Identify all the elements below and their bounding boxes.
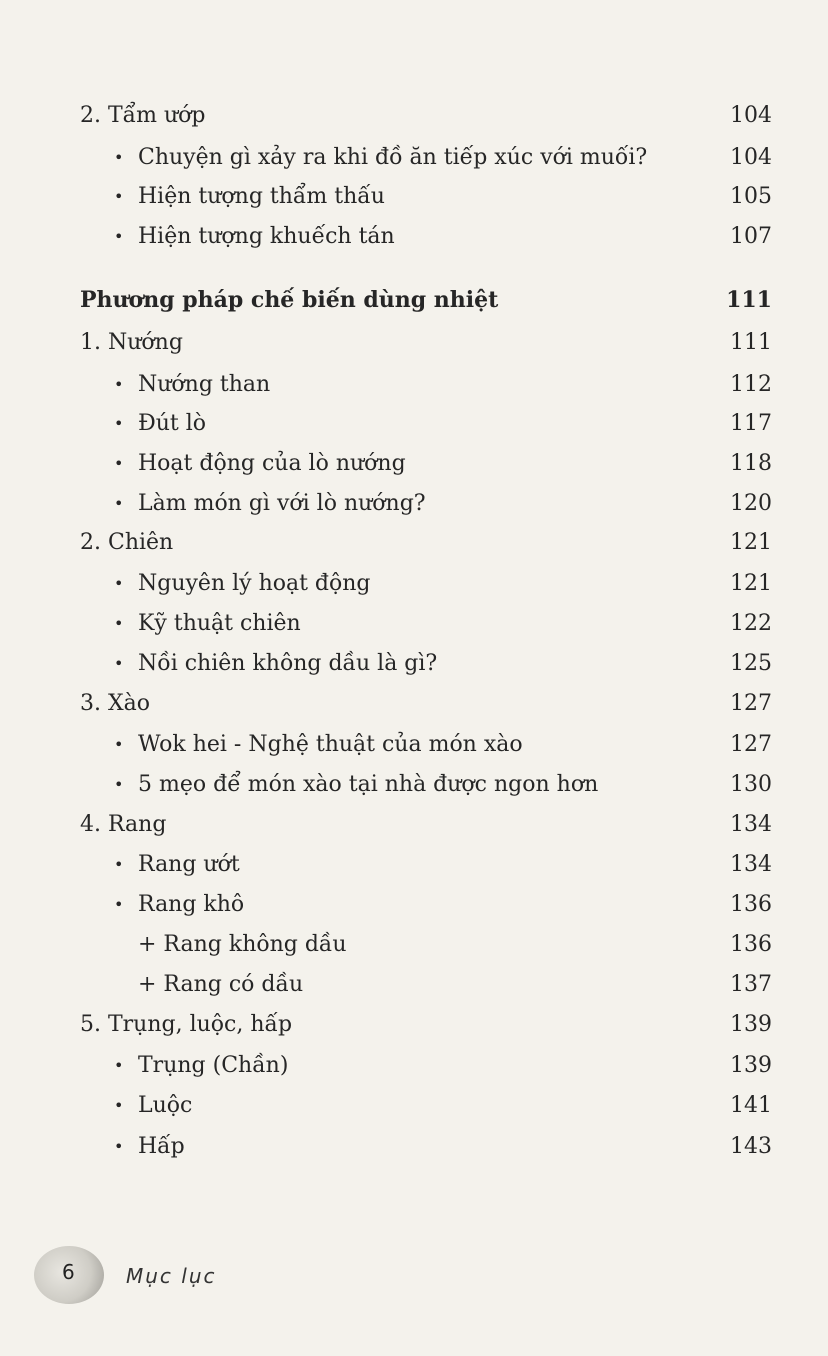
entry-page-number: 137 — [730, 972, 772, 997]
entry-page-number: 111 — [726, 287, 772, 313]
entry-label: Nồi chiên không dầu là gì? — [138, 651, 438, 676]
entry-label: 2. Chiên — [80, 530, 174, 555]
entry-label: 3. Xào — [80, 691, 151, 716]
entry-page-number: 136 — [730, 932, 772, 957]
toc-entry — [0, 604, 828, 644]
entry-label: Hiện tượng thẩm thấu — [138, 184, 385, 209]
toc-entry — [0, 177, 828, 217]
toc-entry — [0, 96, 828, 136]
entry-label: Rang khô — [138, 892, 245, 917]
entry-label: Trụng (Chần) — [138, 1053, 289, 1078]
entry-label: Hoạt động của lò nướng — [138, 451, 406, 476]
entry-page-number: 117 — [730, 411, 772, 436]
toc-entry — [0, 217, 828, 257]
toc-entry — [0, 765, 828, 805]
bullet-icon: • — [114, 494, 124, 513]
entry-page-number: 107 — [730, 224, 772, 249]
entry-page-number: 127 — [730, 691, 772, 716]
entry-label: Hấp — [138, 1134, 185, 1159]
entry-label: Nướng than — [138, 372, 271, 397]
bullet-icon: • — [114, 375, 124, 394]
toc-entry — [0, 725, 828, 765]
entry-label: 5. Trụng, luộc, hấp — [80, 1012, 293, 1037]
bullet-icon: • — [114, 654, 124, 673]
toc-entry — [0, 1127, 828, 1167]
toc-entry — [0, 644, 828, 684]
entry-label: + Rang không dầu — [138, 932, 347, 957]
toc-entry — [0, 444, 828, 484]
toc-entry — [0, 925, 828, 965]
entry-page-number: 134 — [730, 812, 772, 837]
entry-label: Làm món gì với lò nướng? — [138, 491, 426, 516]
toc-entry — [0, 684, 828, 724]
entry-label: Nguyên lý hoạt động — [138, 571, 371, 596]
toc-entry — [0, 365, 828, 405]
bullet-icon: • — [114, 227, 124, 246]
entry-page-number: 105 — [730, 184, 772, 209]
entry-page-number: 120 — [730, 491, 772, 516]
entry-label: Kỹ thuật chiên — [138, 611, 301, 636]
entry-label: 5 mẹo để món xào tại nhà được ngon hơn — [138, 772, 599, 797]
entry-page-number: 139 — [730, 1012, 772, 1037]
bullet-icon: • — [114, 574, 124, 593]
toc-entry — [0, 1046, 828, 1086]
entry-label: + Rang có dầu — [138, 972, 304, 997]
entry-page-number: 118 — [730, 451, 772, 476]
bullet-icon: • — [114, 187, 124, 206]
entry-page-number: 122 — [730, 611, 772, 636]
toc-entry — [0, 965, 828, 1005]
entry-page-number: 127 — [730, 732, 772, 757]
entry-label: Chuyện gì xảy ra khi đồ ăn tiếp xúc với muối? — [138, 145, 648, 170]
page-footer — [34, 1246, 254, 1306]
toc-entry — [0, 323, 828, 363]
entry-page-number: 104 — [730, 103, 772, 128]
entry-page-number: 111 — [730, 330, 772, 355]
bullet-icon: • — [114, 1096, 124, 1115]
entry-page-number: 112 — [730, 372, 772, 397]
bullet-icon: • — [114, 414, 124, 433]
entry-label: 1. Nướng — [80, 330, 183, 355]
entry-label: 4. Rang — [80, 812, 167, 837]
toc-entry — [0, 404, 828, 444]
bullet-icon: • — [114, 148, 124, 167]
toc-section-heading — [0, 280, 828, 320]
toc-entry — [0, 523, 828, 563]
bullet-icon: • — [114, 895, 124, 914]
toc-entry — [0, 845, 828, 885]
bullet-icon: • — [114, 614, 124, 633]
entry-label: Hiện tượng khuếch tán — [138, 224, 395, 249]
running-title: Mục lục — [126, 1264, 217, 1288]
toc-entry — [0, 564, 828, 604]
entry-label: 2. Tẩm ướp — [80, 103, 206, 128]
toc-entry — [0, 138, 828, 178]
bullet-icon: • — [114, 735, 124, 754]
entry-label: Đút lò — [138, 411, 207, 436]
entry-label: Luộc — [138, 1093, 193, 1118]
section-title: Phương pháp chế biến dùng nhiệt — [80, 287, 499, 313]
entry-page-number: 136 — [730, 892, 772, 917]
entry-page-number: 134 — [730, 852, 772, 877]
entry-page-number: 139 — [730, 1053, 772, 1078]
entry-page-number: 143 — [730, 1134, 772, 1159]
toc-entry — [0, 805, 828, 845]
bullet-icon: • — [114, 1137, 124, 1156]
entry-page-number: 125 — [730, 651, 772, 676]
entry-label: Wok hei - Nghệ thuật của món xào — [138, 732, 523, 757]
entry-page-number: 121 — [730, 571, 772, 596]
entry-page-number: 141 — [730, 1093, 772, 1118]
bullet-icon: • — [114, 454, 124, 473]
bullet-icon: • — [114, 775, 124, 794]
entry-page-number: 130 — [730, 772, 772, 797]
toc-entry — [0, 885, 828, 925]
entry-label: Rang ướt — [138, 852, 240, 877]
bullet-icon: • — [114, 855, 124, 874]
entry-page-number: 104 — [730, 145, 772, 170]
toc-entry — [0, 1086, 828, 1126]
bullet-icon: • — [114, 1056, 124, 1075]
toc-entry — [0, 484, 828, 524]
entry-page-number: 121 — [730, 530, 772, 555]
toc-entry — [0, 1005, 828, 1045]
page-number: 6 — [62, 1260, 75, 1284]
